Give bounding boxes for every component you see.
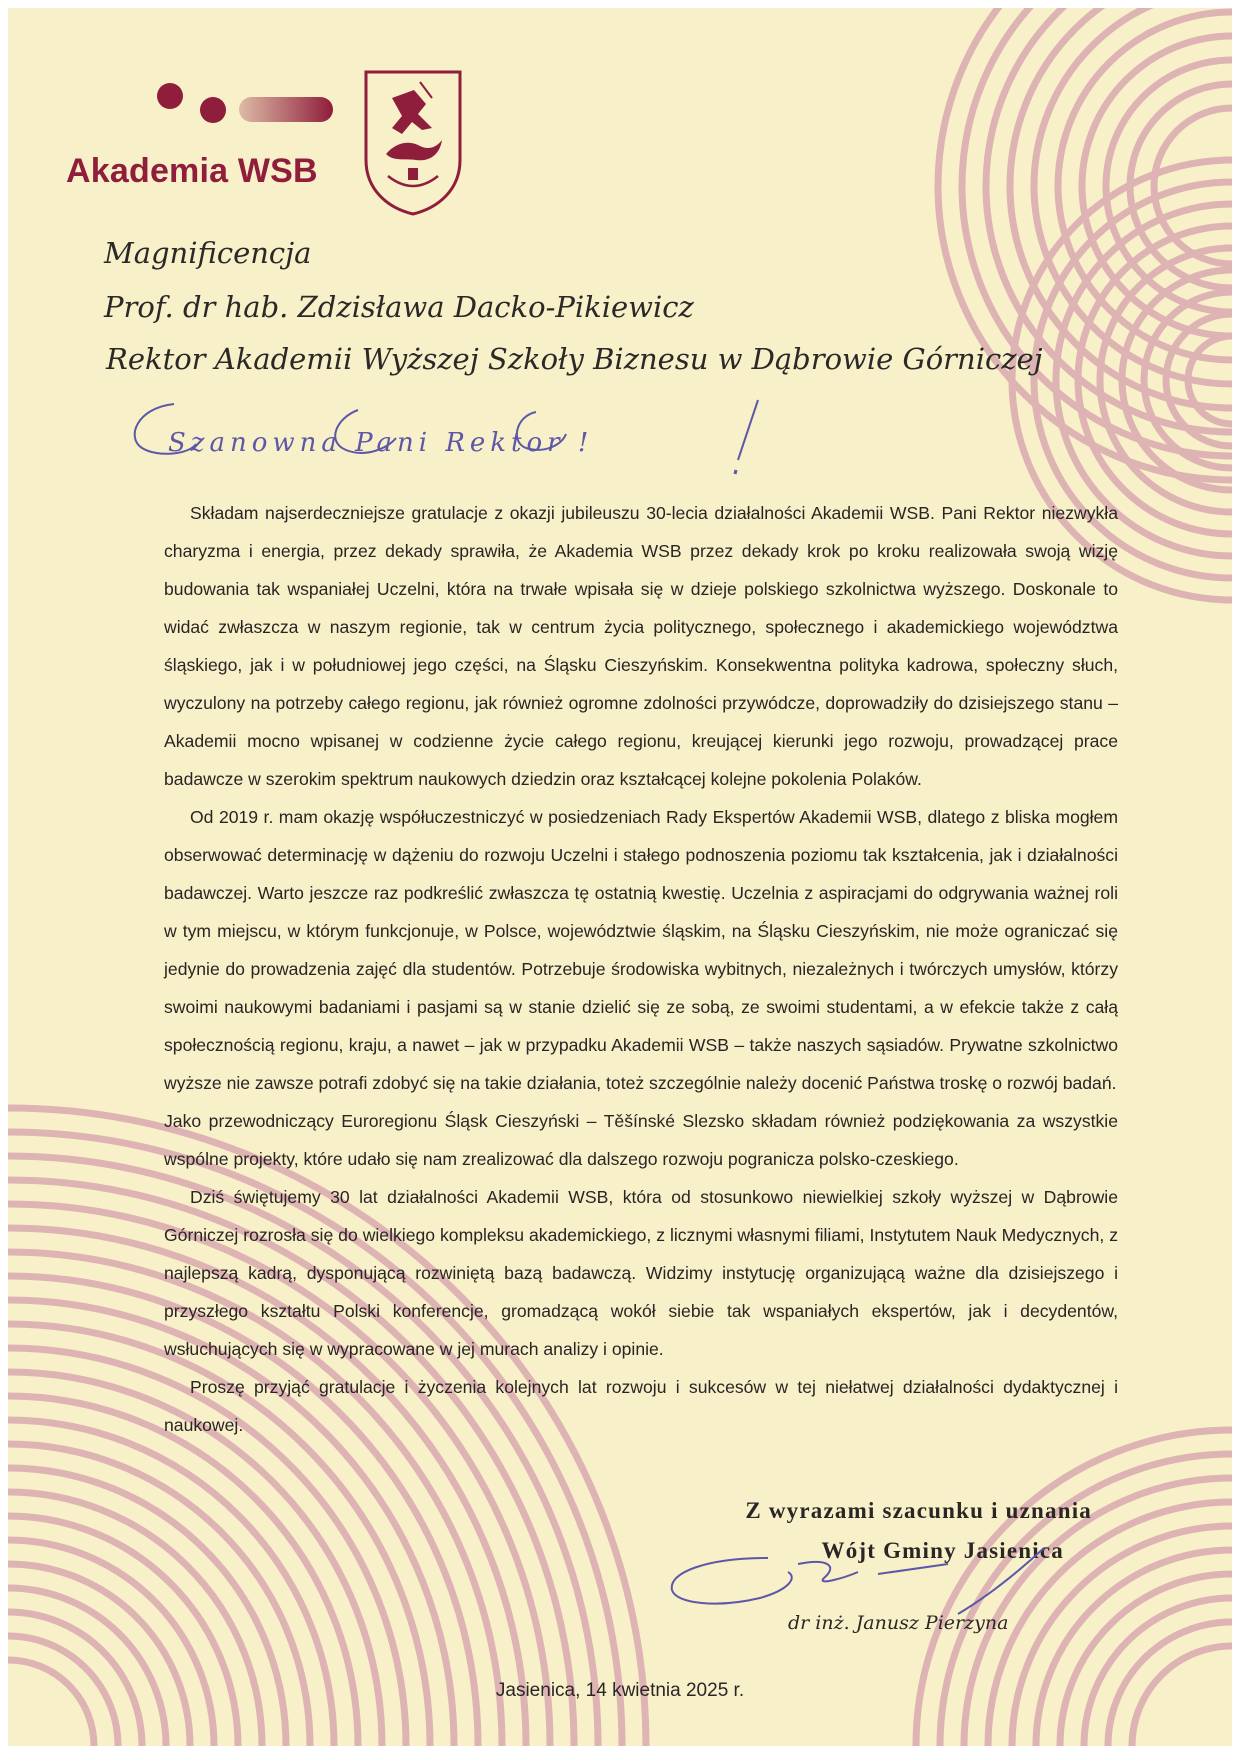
- letter-page: [8, 8, 1232, 1746]
- place-and-date: Jasienica, 14 kwietnia 2025 r.: [495, 1680, 745, 1701]
- closing-office: Wójt Gminy Jasienica: [821, 1538, 1064, 1563]
- greeting: Szanowna Pani Rektor !: [168, 428, 594, 458]
- logo-wordmark: Akademia WSB: [66, 152, 318, 190]
- closing-salutation: Z wyrazami szacunku i uznania: [745, 1498, 1092, 1523]
- dragon-crest-icon: [362, 68, 464, 216]
- paragraph-5: Proszę przyjąć gratulacje i życzenia kolejnych lat rozwoju i sukcesów w tej niełatwej działalności dydaktycznej i naukowej.: [164, 1377, 1118, 1435]
- brand-dots-icon: [8, 8, 348, 148]
- paragraph-4: Dziś świętujemy 30 lat działalności Akademii WSB, która od stosunkowo niewielkiej szkoły wyższej w Dąbrowie Górniczej rozrosła się do wielkiego kompleksu akademickiego, z licznymi własnymi filiami, Instytutem Nauk Medycznych, z najlepszą kadrą, dysponującą rozwiniętą bazą badawczą. Widzimy instytucję organizującą ważne dla dzisiejszego i przyszłego kształtu Polski konferencje, gromadzącą wokół siebie tak wspaniałych ekspertów, jak i decydentów, wsłuchujących się w wypracowane w jej murach analizy i opinie.: [164, 1187, 1118, 1359]
- paragraph-3: Jako przewodniczący Euroregionu Śląsk Cieszyński – Těšínské Slezsko składam również podziękowania za wszystkie wspólne projekty, które udało się nam zrealizować dla dalszego rozwoju pogranicza polsko-czeskiego.: [164, 1111, 1118, 1169]
- recipient-name: Prof. dr hab. Zdzisława Dacko-Pikiewicz: [104, 290, 694, 324]
- recipient-position: Rektor Akademii Wyższej Szkoły Biznesu w Dąbrowie Górniczej: [106, 342, 1043, 376]
- recipient-title: Magnificencja: [104, 236, 312, 270]
- signatory-name: dr inż. Janusz Pierzyna: [788, 1612, 1009, 1634]
- paragraph-2: Od 2019 r. mam okazję współuczestniczyć w posiedzeniach Rady Ekspertów Akademii WSB, dlatego z bliska mogłem obserwować determinację w dążeniu do rozwoju Uczelni i stałego podnoszenia poziomu tak kształcenia, jak i działalności badawczej. Warto jeszcze raz podkreślić zwłaszcza tę ostatnią kwestię. Uczelnia z aspiracjami do odgrywania ważnej roli w tym miejscu, w którym funkcjonuje, w Polsce, województwie śląskim, na Śląsku Cieszyńskim, nie może ograniczać się jedynie do prowadzenia zajęć dla studentów. Potrzebuje środowiska wybitnych, niezależnych i twórczych umysłów, którzy swoimi naukowymi badaniami i pasjami są w stanie dzielić się ze sobą, ze swoimi studentami, a w efekcie także z całą społecznością regionu, kraju, a nawet – jak w przypadku Akademii WSB – także naszych sąsiadów. Prywatne szkolnictwo wyższe nie zawsze potrafi zdobyć się na takie działania, toteż szczególnie należy docenić Państwa troskę o rozwój badań.: [164, 807, 1118, 1093]
- paragraph-1: Składam najserdeczniejsze gratulacje z okazji jubileuszu 30-lecia działalności Akademii WSB. Pani Rektor niezwykła charyzma i energia, przez dekady sprawiła, że Akademia WSB przez dekady krok po kroku realizowała swoją wizję budowania tak wspaniałej Uczelni, która na trwałe wpisała się w dzieje polskiego szkolnictwa wyższego. Doskonale to widać zwłaszcza w naszym regionie, tak w centrum życia politycznego, społecznego i akademickiego województwa śląskiego, jak i w południowej jego części, na Śląsku Cieszyńskim. Konsekwentna polityka kadrowa, społeczny słuch, wyczulony na potrzeby całego regionu, jak również ogromne zdolności przywódcze, doprowadziły do dzisiejszego stanu – Akademii mocno wpisanej w codzienne życie całego regionu, kreującej kierunki jego rozwoju, prowadzącej prace badawcze w szerokim spektrum naukowych dziedzin oraz kształcącej kolejne pokolenia Polaków.: [164, 503, 1118, 789]
- letter-body: [164, 494, 1118, 1444]
